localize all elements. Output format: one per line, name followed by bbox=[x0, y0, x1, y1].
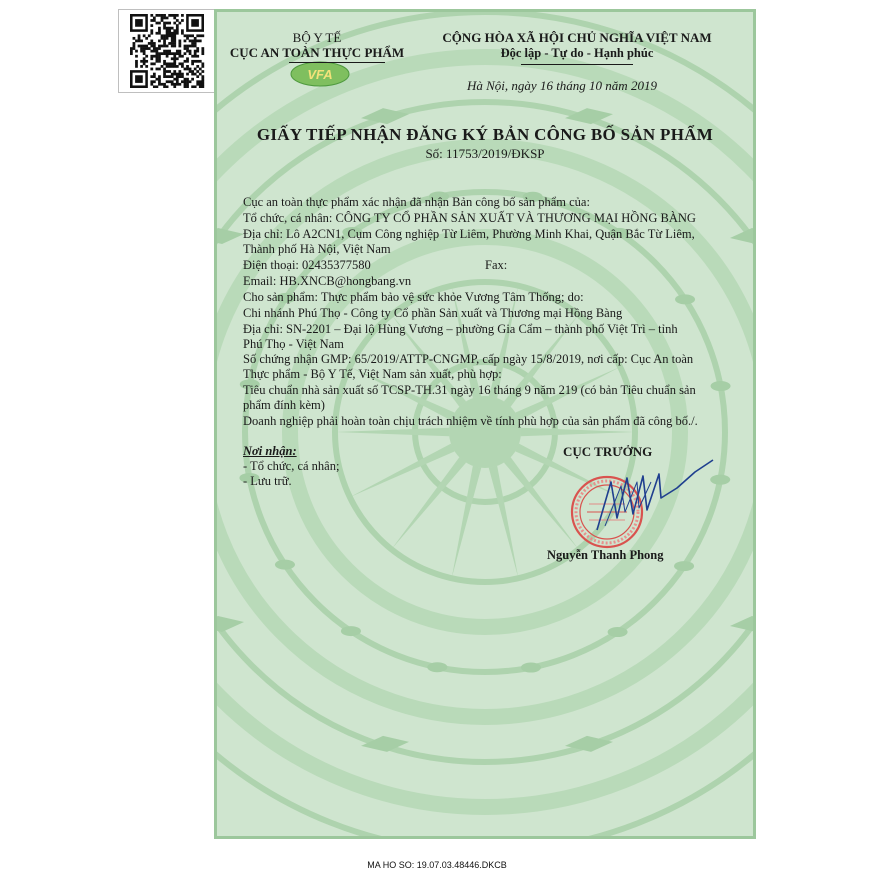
recipient-item: - Tổ chức, cá nhân; bbox=[243, 459, 340, 473]
body-line: phẩm đính kèm) bbox=[243, 398, 325, 412]
header-right-underline bbox=[521, 64, 633, 65]
recipient-item: - Lưu trữ. bbox=[243, 474, 292, 488]
header-left-underline bbox=[289, 62, 385, 63]
body-line: Thành phố Hà Nội, Việt Nam bbox=[243, 242, 391, 256]
certificate-document bbox=[214, 9, 756, 839]
body-line: Số chứng nhận GMP: 65/2019/ATTP-CNGMP, cấp ngày 15/8/2019, nơi cấp: Cục An toàn bbox=[243, 352, 694, 366]
body-line: Phú Thọ - Việt Nam bbox=[243, 337, 344, 351]
ministry-name: BỘ Y TẾ bbox=[292, 30, 342, 45]
body-line: Tiêu chuẩn nhà sản xuất số TCSP-TH.31 ngày 16 tháng 9 năm 219 (có bản Tiêu chuẩn sản bbox=[243, 383, 696, 397]
body-line: Chi nhánh Phú Thọ - Công ty Cổ phần Sản xuất và Thương mại Hồng Bàng bbox=[243, 306, 623, 320]
agency-name: CỤC AN TOÀN THỰC PHẨM bbox=[229, 45, 405, 60]
handwritten-signature-icon bbox=[577, 452, 727, 552]
body-line: Cho sản phẩm: Thực phẩm bảo vệ sức khỏe Vương Tâm Thống; do: bbox=[243, 290, 584, 304]
body-line: Địa chỉ: SN-2201 – Đại lộ Hùng Vương – phường Gia Cẩm – thành phố Việt Trì – tỉnh bbox=[243, 322, 678, 336]
body-line: Doanh nghiệp phải hoàn toàn chịu trách nhiệm về tính phù hợp của sản phẩm đã công bố./. bbox=[243, 414, 698, 428]
document-number: Số: 11753/2019/ĐKSP bbox=[425, 146, 545, 161]
dossier-code: MA HO SO: 19.07.03.48446.DKCB bbox=[367, 860, 507, 870]
body-line: Email: HB.XNCB@hongbang.vn bbox=[243, 274, 412, 288]
document-title: GIẤY TIẾP NHẬN ĐĂNG KÝ BẢN CÔNG BỐ SẢN PHẨM bbox=[256, 125, 714, 144]
signer-name: Nguyễn Thanh Phong bbox=[547, 548, 664, 562]
signer-role: CỤC TRƯỞNG bbox=[563, 444, 653, 459]
issue-date: Hà Nội, ngày 16 tháng 10 năm 2019 bbox=[467, 78, 657, 93]
body-line: Địa chỉ: Lô A2CN1, Cụm Công nghiệp Từ Liêm, Phường Minh Khai, Quận Bắc Từ Liêm, bbox=[243, 227, 695, 241]
body-line: Điện thoại: 02435377580 bbox=[243, 258, 371, 272]
qr-code-icon bbox=[127, 14, 207, 88]
qr-code-box bbox=[118, 9, 216, 93]
fax-label: Fax: bbox=[485, 258, 508, 272]
country-name: CỘNG HÒA XÃ HỘI CHỦ NGHĨA VIỆT NAM bbox=[442, 30, 712, 45]
vfa-logo-text: VFA bbox=[307, 67, 333, 82]
body-line: Cục an toàn thực phẩm xác nhận đã nhận Bản công bố sản phẩm của: bbox=[243, 195, 590, 209]
vfa-logo-icon bbox=[289, 60, 351, 88]
body-line: Thực phẩm - Bộ Y Tế, Việt Nam sản xuất, phù hợp: bbox=[243, 367, 502, 381]
recipients-heading: Nơi nhận: bbox=[243, 444, 297, 458]
motto: Độc lập - Tự do - Hạnh phúc bbox=[500, 46, 654, 60]
body-line: Tổ chức, cá nhân: CÔNG TY CỔ PHẦN SẢN XUẤT VÀ THƯƠNG MẠI HỒNG BÀNG bbox=[243, 211, 696, 225]
